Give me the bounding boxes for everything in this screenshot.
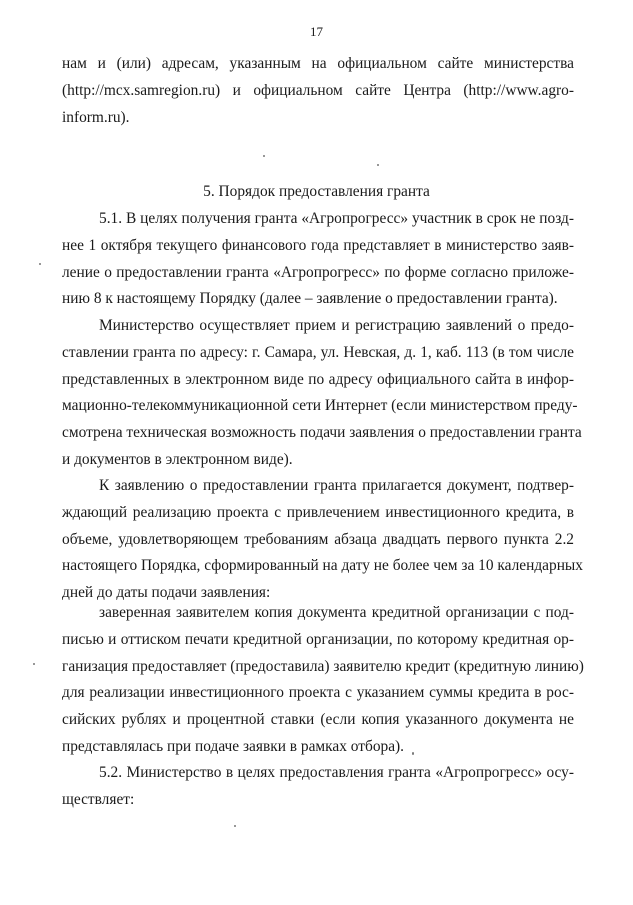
- text-line: ставлении гранта по адресу: г. Самара, ул. Невская, д. 1, каб. 113 (в том числе: [62, 343, 574, 361]
- text-line: 5.2. Министерство в целях предоставления гранта «Агропрогресс» осу-: [99, 764, 574, 781]
- intro-paragraph: [62, 51, 574, 131]
- text-line: 5.1. В целях получения гранта «Агропрогресс» участник в срок не позд-: [99, 210, 574, 227]
- section-heading: 5. Порядок предоставления гранта: [203, 183, 430, 200]
- scan-speck: [33, 663, 35, 665]
- scan-speck: [412, 752, 414, 755]
- text-line: настоящего Порядка, сформированный на дату не более чем за 10 календарных: [62, 557, 583, 575]
- scan-speck: [234, 825, 236, 827]
- paragraph-5-1: [62, 206, 574, 313]
- paragraph-certified-copy: [62, 600, 584, 761]
- text-line: ществляет:: [62, 790, 135, 808]
- text-line: представленных в электронном виде по адресу официального сайта в инфор-: [62, 370, 574, 388]
- text-line: писью и оттиском печати кредитной организации, по которому кредитная ор-: [62, 630, 574, 648]
- text-line: нию 8 к настоящему Порядку (далее – заявление о предоставлении гранта).: [62, 290, 558, 308]
- text-line: объеме, удовлетворяющем требованиям абзаца двадцать первого пункта 2.2: [62, 530, 574, 548]
- text-line: смотрена техническая возможность подачи заявления о предоставлении гранта: [62, 424, 582, 442]
- text-line: нее 1 октября текущего финансового года представляет в министерство заяв-: [62, 236, 574, 254]
- scan-speck: [39, 263, 41, 265]
- text-line: дней до даты подачи заявления:: [62, 584, 271, 602]
- text-line: сийских рублях и процентной ставки (если копия указанного документа не: [62, 711, 574, 729]
- text-line: ждающий реализацию проекта с привлечением инвестиционного кредита, в: [62, 503, 574, 521]
- paragraph-attached-document: [62, 473, 583, 607]
- text-line: (http://mcx.samregion.ru) и официальном сайте Центра (http://www.agro-: [62, 81, 574, 99]
- text-line: для реализации инвестиционного проекта с указанием суммы кредита в рос-: [62, 684, 574, 702]
- text-line: представлялась при подаче заявки в рамках отбора).: [62, 737, 405, 755]
- text-line: К заявлению о предоставлении гранта прилагается документ, подтвер-: [99, 477, 574, 494]
- text-line: ганизация предоставляет (предоставила) заявителю кредит (кредитную линию): [62, 657, 584, 675]
- text-line: ление о предоставлении гранта «Агропрогресс» по форме согласно приложе-: [62, 263, 574, 281]
- text-line: Министерство осуществляет прием и регистрацию заявлений о предо-: [99, 317, 574, 334]
- page-number: 17: [310, 24, 323, 39]
- paragraph-5-2: [62, 760, 574, 814]
- scan-speck: [377, 164, 379, 166]
- text-line: нам и (или) адресам, указанным на официальном сайте министерства: [62, 55, 574, 72]
- text-line: мационно-телекоммуникационной сети Интернет (если министерством преду-: [62, 397, 578, 415]
- text-line: заверенная заявителем копия документа кредитной организации с под-: [99, 604, 574, 621]
- scan-speck: [263, 155, 265, 157]
- text-line: и документов в электронном виде).: [62, 450, 293, 468]
- text-line: inform.ru).: [62, 108, 130, 126]
- paragraph-ministry-registration: [62, 313, 582, 474]
